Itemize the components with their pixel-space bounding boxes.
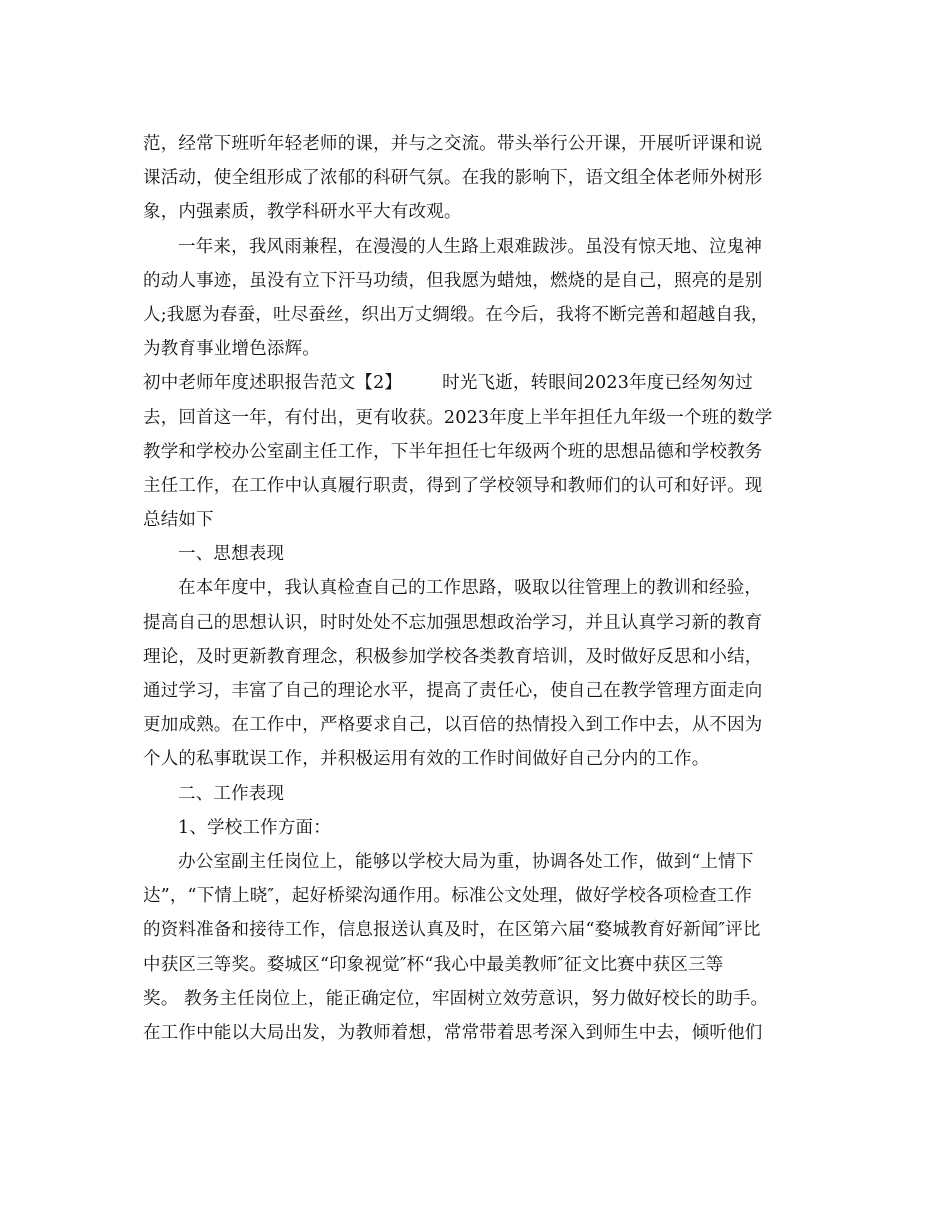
text-line: 教学和学校办公室副主任工作，下半年担任七年级两个班的思想品德和学校教务 — [143, 441, 763, 462]
text-line: 象，内强素质，教学科研水平大有改观。 — [143, 202, 462, 223]
document-body — [143, 127, 807, 1050]
text-line: 为教育事业增色添辉。 — [143, 339, 320, 360]
text-line: 在工作中能以大局出发，为教师着想，常常带着思考深入到师生中去，倾听他们 — [143, 1022, 763, 1043]
text-line: 总结如下 — [143, 510, 214, 531]
text-line: 提高自己的思想认识，时时处处不忘加强思想政治学习，并且认真学习新的教育 — [143, 612, 763, 633]
text-line: 范，经常下班听年轻老师的课，并与之交流。带头举行公开课，开展听评课和说 — [143, 134, 763, 154]
paragraph-start-line: 在本年度中，我认真检查自己的工作思路，吸取以往管理上的教训和经验， — [178, 578, 763, 599]
text-line: 主任工作，在工作中认真履行职责，得到了学校领导和教师们的认可和好评。现 — [143, 475, 763, 496]
text-line: 个人的私事耽误工作，并积极运用有效的工作时间做好自己分内的工作。 — [143, 749, 710, 770]
text-line: 人;我愿为春蚕，吐尽蚕丝，织出万丈绸缎。在今后，我将不断完善和超越自我， — [143, 304, 769, 325]
text-line: 课活动，使全组形成了浓郁的科研气氛。在我的影响下，语文组全体老师外树形 — [143, 168, 763, 189]
text-line: 的资料准备和接待工作，信息报送认真及时，在区第六届“婺城教育好新闻″评比 — [143, 920, 761, 941]
text-line: 通过学习，丰富了自己的理论水平，提高了责任心，使自己在教学管理方面走向 — [143, 681, 763, 701]
section-first-sentence: 时光飞逝，转眼间2023年度已经匆匆过 — [442, 373, 753, 394]
text-line: 中获区三等奖。婺城区“印象视觉″杯“我心中最美教师″征文比赛中获区三等 — [143, 954, 724, 975]
paragraph-start-line: 一年来，我风雨兼程，在漫漫的人生路上艰难跋涉。虽没有惊天地、泣鬼神 — [178, 236, 763, 257]
subheading-line: 一、思想表现 — [178, 544, 285, 565]
section-heading: 初中老师年度述职报告范文【2】 — [143, 373, 403, 394]
text-line: 的动人事迹，虽没有立下汗马功绩，但我愿为蜡烛，燃烧的是自己，照亮的是别 — [143, 270, 763, 291]
paragraph-start-line: 办公室副主任岗位上，能够以学校大局为重，协调各处工作，做到“上情下 — [178, 851, 754, 872]
text-line: 去，回首这一年，有付出，更有收获。2023年度上半年担任九年级一个班的数学 — [143, 407, 773, 428]
text-line: 奖。 教务主任岗位上，能正确定位，牢固树立效劳意识，努力做好校长的助手。 — [143, 988, 769, 1009]
text-line: 更加成熟。在工作中，严格要求自己，以百倍的热情投入到工作中去，从不因为 — [143, 715, 763, 736]
text-line: 理论，及时更新教育理念，积极参加学校各类教育培训，及时做好反思和小结， — [143, 646, 763, 667]
text-line: 达”，“下情上晓″，起好桥梁沟通作用。标准公文处理，做好学校各项检查工作 — [143, 886, 753, 907]
subheading-line: 1、学校工作方面： — [178, 817, 331, 838]
section-heading-line — [143, 366, 807, 400]
subheading-line: 二、工作表现 — [178, 783, 285, 804]
